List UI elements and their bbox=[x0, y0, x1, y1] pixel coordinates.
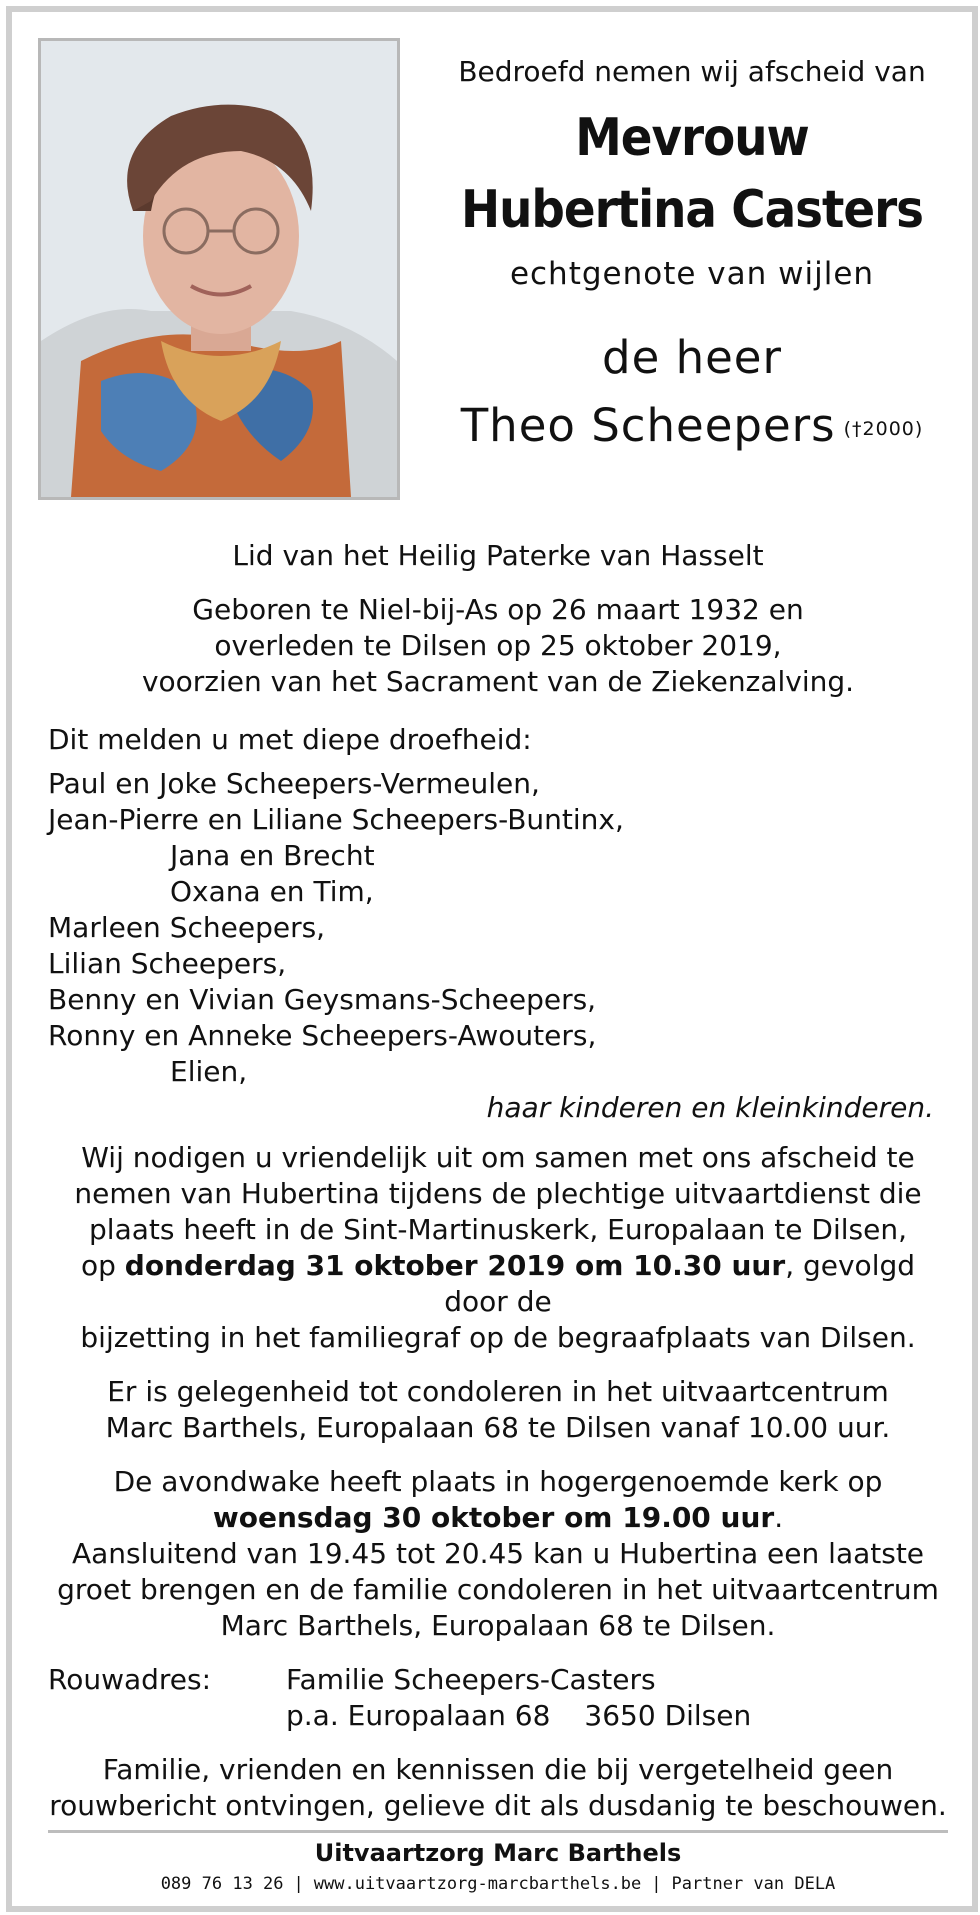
wake-line: Marc Barthels, Europalaan 68 te Dilsen. bbox=[220, 1609, 776, 1642]
wake-date-suffix: . bbox=[774, 1501, 784, 1534]
family-member: Ronny en Anneke Scheepers-Awouters, bbox=[48, 1019, 597, 1052]
family-member: Lilian Scheepers, bbox=[48, 947, 287, 980]
spouse-name: Theo Scheepers bbox=[460, 399, 836, 452]
family-list bbox=[48, 766, 948, 1090]
condolence-block bbox=[48, 1374, 948, 1446]
wake-date: woensdag 30 oktober om 19.00 uur bbox=[212, 1501, 775, 1534]
wake-line: groet brengen en de familie condoleren in het uitvaartcentrum bbox=[57, 1573, 939, 1606]
condolence-line: Er is gelegenheid tot condoleren in het uitvaartcentrum bbox=[107, 1375, 889, 1408]
service-line: bijzetting in het familiegraf op de begraafplaats van Dilsen. bbox=[80, 1321, 916, 1354]
wake-line: Aansluitend van 19.45 tot 20.45 kan u Hubertina een laatste bbox=[71, 1537, 925, 1570]
notice-line: Familie, vrienden en kennissen die bij vergetelheid geen bbox=[102, 1753, 894, 1786]
service-line: nemen van Hubertina tijdens de plechtige uitvaartdienst die bbox=[74, 1177, 922, 1210]
service-line: plaats heeft in de Sint-Martinuskerk, Europalaan te Dilsen, bbox=[89, 1213, 907, 1246]
spouse-line bbox=[422, 392, 962, 463]
wake-line: De avondwake heeft plaats in hogergenoemde kerk op bbox=[113, 1465, 883, 1498]
service-date-line bbox=[48, 1248, 948, 1320]
intro-text: Bedroefd nemen wij afscheid van bbox=[458, 55, 926, 88]
family-intro: Dit melden u met diepe droefheid: bbox=[48, 723, 532, 756]
family-closing: haar kinderen en kleinkinderen. bbox=[486, 1091, 934, 1124]
service-date-suffix: , gevolgd door de bbox=[444, 1249, 916, 1318]
service-date-prefix: op bbox=[80, 1249, 125, 1282]
family-member: Marleen Scheepers, bbox=[48, 911, 326, 944]
info-block bbox=[48, 538, 948, 700]
death-notice-card bbox=[6, 6, 978, 1912]
footer-partner: Partner van DELA bbox=[671, 1874, 836, 1894]
birth-line: Geboren te Niel-bij-As op 26 maart 1932 en bbox=[192, 593, 804, 626]
footer-website: www.uitvaartzorg-marcbarthels.be bbox=[313, 1874, 642, 1894]
notice-line: rouwbericht ontvingen, gelieve dit als dusdanig te beschouwen. bbox=[49, 1789, 947, 1822]
deceased-header bbox=[422, 42, 962, 463]
portrait-photo bbox=[38, 38, 400, 500]
spouse-title: de heer bbox=[602, 331, 782, 384]
family-member: Oxana en Tim, bbox=[170, 875, 374, 908]
footer-divider bbox=[48, 1830, 948, 1833]
family-member: Benny en Vivian Geysmans-Scheepers, bbox=[48, 983, 597, 1016]
service-date: donderdag 31 oktober 2019 om 10.30 uur bbox=[124, 1249, 786, 1282]
portrait-illustration bbox=[41, 41, 397, 497]
address-label: Rouwadres: bbox=[48, 1663, 212, 1696]
address-block bbox=[48, 1662, 948, 1734]
sacrament-line: voorzien van het Sacrament van de Ziekenzalving. bbox=[141, 665, 855, 698]
footer-phone: 089 76 13 26 bbox=[160, 1874, 284, 1894]
footer-contact bbox=[12, 1874, 980, 1894]
family-member: Jana en Brecht bbox=[170, 839, 375, 872]
notice-block bbox=[48, 1752, 948, 1824]
deceased-title: Mevrouw bbox=[575, 108, 809, 168]
notice-body bbox=[48, 538, 948, 1824]
wake-date-line bbox=[48, 1500, 948, 1536]
death-line: overleden te Dilsen op 25 oktober 2019, bbox=[214, 629, 782, 662]
spouse-intro: echtgenote van wijlen bbox=[509, 256, 875, 292]
family-member: Elien, bbox=[170, 1055, 248, 1088]
service-block bbox=[48, 1140, 948, 1356]
family-member: Jean-Pierre en Liliane Scheepers-Buntinx, bbox=[48, 803, 624, 836]
footer-title: Uitvaartzorg Marc Barthels bbox=[314, 1839, 682, 1867]
wake-block bbox=[48, 1464, 948, 1644]
deceased-name: Hubertina Casters bbox=[460, 180, 924, 240]
spouse-death-year: (†2000) bbox=[843, 418, 924, 440]
address-line1: Familie Scheepers-Casters bbox=[286, 1663, 656, 1696]
membership-line: Lid van het Heilig Paterke van Hasselt bbox=[232, 539, 764, 572]
footer-separator: | bbox=[651, 1874, 662, 1894]
service-line: Wij nodigen u vriendelijk uit om samen met ons afscheid te bbox=[81, 1141, 915, 1174]
footer-separator: | bbox=[293, 1874, 304, 1894]
address-street: p.a. Europalaan 68 bbox=[286, 1699, 551, 1732]
address-city: 3650 Dilsen bbox=[584, 1699, 752, 1732]
condolence-line: Marc Barthels, Europalaan 68 te Dilsen vanaf 10.00 uur. bbox=[105, 1411, 891, 1444]
family-member: Paul en Joke Scheepers-Vermeulen, bbox=[48, 767, 540, 800]
address-line2 bbox=[286, 1698, 948, 1734]
